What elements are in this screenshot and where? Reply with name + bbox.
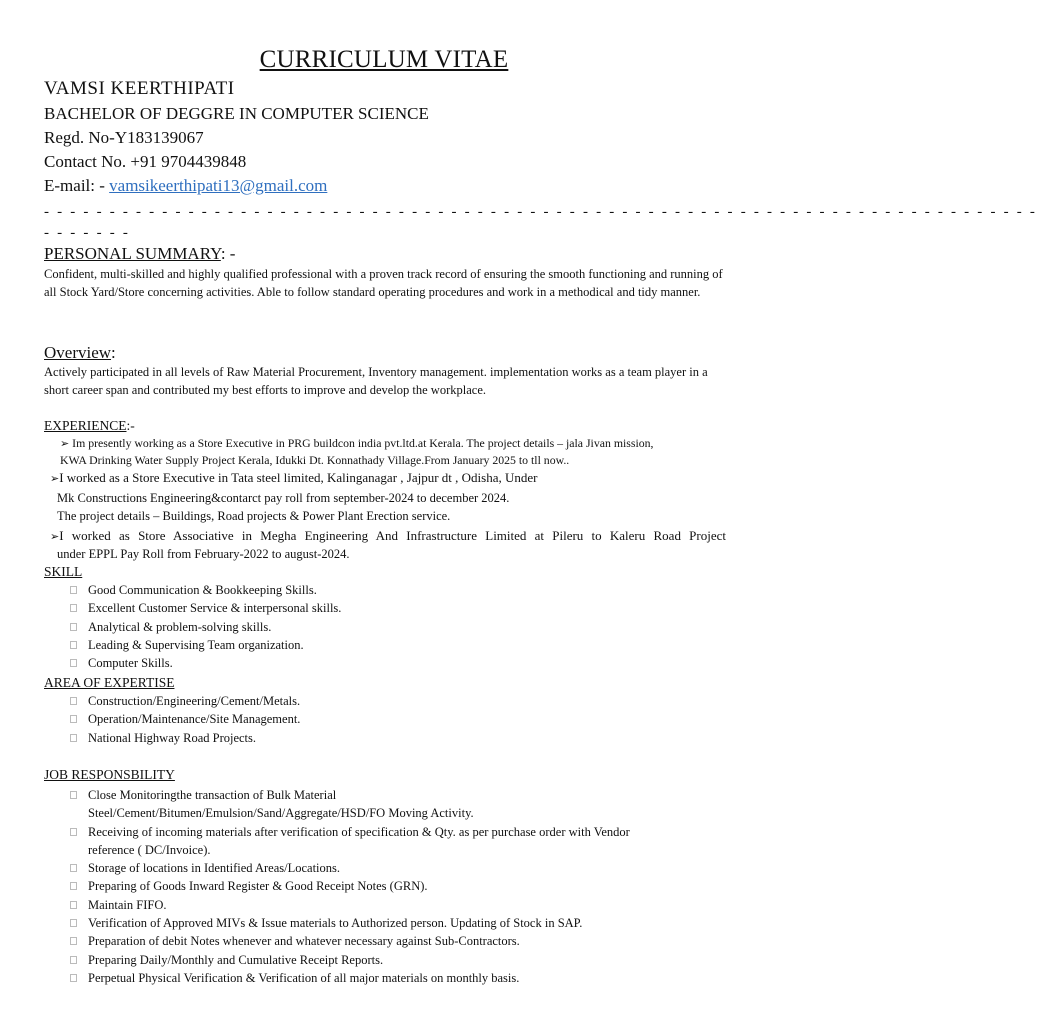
list-item: Good Communication & Bookkeeping Skills. (68, 581, 728, 599)
list-item: National Highway Road Projects. (68, 729, 728, 747)
divider-line: - - - - - - - - - - - - - - - - - - - - - - - - - - - - - - - - - - - - - - - - - - - - - - - - - - - - - - - - - - - - - - - - - - - - - - - - - - - - (44, 204, 1037, 220)
experience-item-2-continued: Mk Constructions Engineering&contarct pay roll from september-2024 to december 2024. (57, 491, 510, 505)
bullet-box-icon (70, 956, 77, 964)
skill-list (68, 581, 728, 672)
job-responsibility-list (68, 786, 728, 987)
list-item: Preparing Daily/Monthly and Cumulative Receipt Reports. (68, 951, 728, 969)
list-item: Leading & Supervising Team organization. (68, 636, 728, 654)
bullet-box-icon (70, 659, 77, 667)
bullet-box-icon (70, 715, 77, 723)
arrow-bullet-icon: ➢ (60, 437, 70, 450)
bullet-box-icon (70, 697, 77, 705)
personal-summary-text: Confident, multi-skilled and highly qualified professional with a proven track record of ensuring the smooth functioning and running of all Stock Yard/Store concerning activities. Able to follow standard operating procedures and work in a methodical and tidy manner. (44, 267, 723, 299)
experience-item-1-continued: KWA Drinking Water Supply Project Kerala, Idukki Dt. Konnathady Village.From January 2025 to tll now.. (60, 453, 570, 467)
degree-line: BACHELOR OF DEGGRE IN COMPUTER SCIENCE (44, 104, 429, 123)
bullet-box-icon (70, 734, 77, 742)
arrow-bullet-icon: ➢ (50, 530, 60, 543)
list-item: Storage of locations in Identified Areas/Locations. (68, 859, 728, 877)
bullet-box-icon (70, 604, 77, 612)
personal-summary-heading: PERSONAL SUMMARY: - (44, 244, 236, 263)
bullet-box-icon (70, 641, 77, 649)
list-item: Close Monitoringthe transaction of Bulk Material Steel/Cement/Bitumen/Emulsion/Sand/Aggregate/HSD/FO Moving Activity. (68, 786, 728, 823)
job-responsibility-heading: JOB RESPONSBILITY (44, 767, 175, 782)
email-link[interactable]: vamsikeerthipati13@gmail.com (109, 176, 328, 195)
candidate-name: VAMSI KEERTHIPATI (44, 78, 235, 99)
experience-item-3-continued: under EPPL Pay Roll from February-2022 to august-2024. (57, 547, 350, 561)
bullet-box-icon (70, 828, 77, 836)
experience-item-3: ➢I worked as Store Associative in Megha Engineering And Infrastructure Limited at Pileru to Kaleru Road Project (50, 528, 726, 543)
bullet-box-icon (70, 864, 77, 872)
list-item: Operation/Maintenance/Site Management. (68, 710, 728, 728)
experience-item-2-project: The project details – Buildings, Road projects & Power Plant Erection service. (57, 509, 451, 523)
experience-item-1: ➢ Im presently working as a Store Executive in PRG buildcon india pvt.ltd.at Kerala. The project details – jala Jivan mission, (60, 436, 654, 450)
expertise-list (68, 692, 728, 747)
contact-number: Contact No. +91 9704439848 (44, 152, 247, 171)
bullet-box-icon (70, 919, 77, 927)
bullet-box-icon (70, 882, 77, 890)
experience-item-2: ➢I worked as a Store Executive in Tata steel limited, Kalinganagar , Jajpur dt , Odisha, Under (50, 470, 538, 485)
experience-heading: EXPERIENCE:- (44, 418, 135, 433)
list-item: Excellent Customer Service & interpersonal skills. (68, 599, 728, 617)
list-item: Construction/Engineering/Cement/Metals. (68, 692, 728, 710)
bullet-box-icon (70, 586, 77, 594)
email-label: E-mail: - (44, 176, 110, 195)
overview-text: Actively participated in all levels of Raw Material Procurement, Inventory management. implementation works as a team player in a short career span and contributed my best efforts to improve and develop the workplace. (44, 365, 708, 397)
list-item: Maintain FIFO. (68, 896, 728, 914)
email-line (44, 176, 327, 196)
list-item: Receiving of incoming materials after verification of specification & Qty. as per purchase order with Vendor reference ( DC/Invoice). (68, 823, 728, 860)
bullet-box-icon (70, 791, 77, 799)
registration-number: Regd. No-Y183139067 (44, 128, 204, 147)
list-item: Preparation of debit Notes whenever and whatever necessary against Sub-Contractors. (68, 932, 728, 950)
skill-heading: SKILL (44, 564, 83, 579)
list-item: Analytical & problem-solving skills. (68, 618, 728, 636)
bullet-box-icon (70, 974, 77, 982)
list-item: Perpetual Physical Verification & Verification of all major materials on monthly basis. (68, 969, 728, 987)
divider-line-continued: - - - - - - - (44, 225, 131, 241)
overview-heading: Overview: (44, 343, 116, 362)
list-item: Computer Skills. (68, 654, 728, 672)
bullet-box-icon (70, 937, 77, 945)
expertise-heading: AREA OF EXPERTISE (44, 675, 175, 690)
bullet-box-icon (70, 901, 77, 909)
bullet-box-icon (70, 623, 77, 631)
list-item: Preparing of Goods Inward Register & Good Receipt Notes (GRN). (68, 877, 728, 895)
list-item: Verification of Approved MIVs & Issue materials to Authorized person. Updating of Stock in SAP. (68, 914, 728, 932)
document-title: CURRICULUM VITAE (259, 46, 509, 73)
arrow-bullet-icon: ➢ (50, 472, 60, 485)
